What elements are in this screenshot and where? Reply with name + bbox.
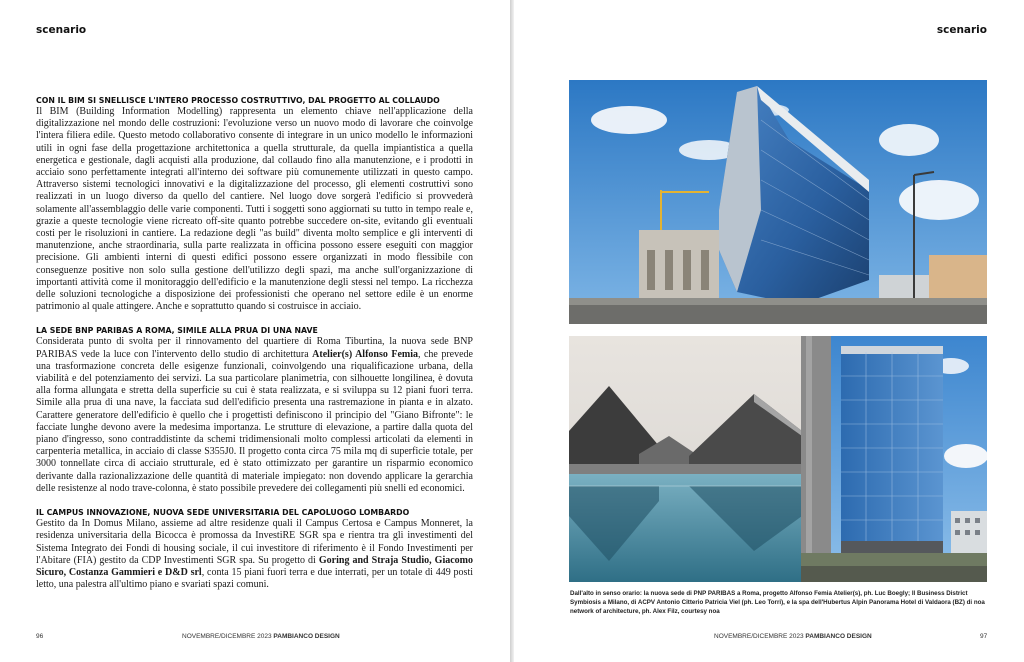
architect-name: Atelier(s) Alfonso Femia — [312, 348, 418, 360]
issue-date: NOVEMBRE/DICEMBRE 2023 — [714, 633, 804, 640]
folio-issue-right — [714, 633, 872, 640]
paragraph-text: Gestito da In Domus Milano, assieme ad altre residenze quali il Campus Certosa e Campus Monneret, la residenza universitaria della Bicocca è promossa da InvestiRE SGR spa e rientra tra gli investimenti del Sistema Integrato dei Fondi di housing sociale, il cui investitore di riferimento è il Fondo Investimenti per l'Abitare (FIA) gestito da CDP Investimenti SGR spa. Su progetto di — [36, 518, 473, 566]
page-number: 96 — [36, 633, 44, 640]
folio-left — [36, 633, 43, 640]
magazine-name: PAMBIANCO DESIGN — [805, 633, 872, 640]
section-heading-bnp: LA SEDE BNP PARIBAS A ROMA, SIMILE ALLA PRUA DI UNA NAVE — [36, 326, 318, 336]
paragraph-text: , che prevede una trasformazione concreta delle esigenze funzionali, coinvolgendo una riqualificazione urbana, della viabilità e del potenziamento dei servizi. La sua particolare planimetria, con silhouette longilinea, è dovuta alla forma allungata e stretta della superficie su cui è stata realizzata, e si sviluppa su 12 piani fuori terra. Simile alla prua di una nave, la facciata sud dell'edificio presenta una rastremazione in pianta e in alzato. Carattere generatore dell'edificio è quello che i progettisti definiscono il principio del "Giano Bifronte": le facciate lunghe devono avere la medesima importanza. Le strutture di elevazione, a partire dalla quota del piano d'ingresso, sono contraddistinte da schemi tridimensionali molto complessi articolati da elementi in carpenteria metallica, in acciaio di classe S355J0. Il progetto conta circa 75 mila mq di superficie totale, per 3000 tonnellate circa di acciaio strutturale, ed è stato ottimizzato per garantire un risparmio economico derivante dalla razionalizzazione delle quantità di materiale impiegato: non dovendo applicare la gerarchia delle resistenze al nodo trave-colonna, è stato possibile prevedere dei collegamenti più snelli ed economici. — [36, 348, 473, 494]
photo-symbiosis — [801, 336, 987, 582]
spa-pool-image — [569, 336, 802, 582]
section-tag: scenario — [36, 24, 87, 36]
magazine-name: PAMBIANCO DESIGN — [273, 633, 340, 640]
paragraph-text: , conta 15 piani fuori terra e due interrati, per un totale di 449 posti letto, una palestra all'ultimo piano e svariati spazi comuni. — [36, 566, 474, 591]
paragraph-bim: Il BIM (Building Information Modelling) rappresenta un elemento chiave nell'applicazione della digitalizzazione nel mondo delle costruzioni: l'evoluzione verso un nuovo modo di lavorare che coinvolge l'intera filiera edile. Questo metodo collaborativo consente di integrare in un unico modello le informazioni utili in ogni fase della progettazione architettonica a quella strutturale, da quella impiantistica a quella energetica e gestionale, dagli acquisti alla produzione, dal collaudo fino alla manutenzione, e i prodotti in acciaio sono perfettamente integrati all'interno dei software più comunemente utilizzati in questo campo. Attraverso sistemi tecnologici innovativi e la digitalizzazione del processo, gli elementi costruttivi sono realizzati in un luogo diverso da quello del cantiere. Nel luogo dove sorgerà l'edificio si provvederà solamente all'assemblaggio delle varie componenti. Tutti i soggetti sono aggiornati su tutto in tempo reale e, grazie a queste tecnologie viene ricreato off-site quanto potrebbe succedere on-site, evitando gli eventuali costi per le risoluzioni in cantiere. La redazione degli "as build" diventa molto semplice e gli interventi di manutenzione, anche straordinaria, sulla parte realizzata in officina possono essere eseguiti con maggior precisione. Gli ambienti interni di questi edifici possono essere organizzati in modo flessibile con conseguenze positive non solo sulla gestione dell'utilizzo degli spazi, ma anche sull'organizzazione di importanti attività come il monitoraggio dell'edificio e la manutenzione degli stessi nel tempo. La ricchezza delle soluzioni tecnologiche a disposizione dei professionisti che operano nel settore edile è un enorme patrimonio al quale attingere. Anche e soprattutto quando si costruisce in acciaio. — [36, 106, 473, 313]
section-heading-bim: CON IL BIM SI SNELLISCE L'INTERO PROCESSO COSTRUTTIVO, DAL PROGETTO AL COLLAUDO — [36, 96, 440, 105]
issue-date: NOVEMBRE/DICEMBRE 2023 — [182, 633, 272, 640]
left-page — [0, 0, 510, 662]
photo-caption: Dall'alto in senso orario: la nuova sede di PNP PARIBAS a Roma, progetto Alfonso Femia Atelier(s), ph. Luc Boegly; Il Business District Symbiosis a Milano, di ACPV Antonio Citterio Patricia Viel (ph. Leo Torri), e la spa dell'Hubertus Alpin Panorama Hotel di Valdaora (BZ) di noa network of architecture, ph. Alex Filz, courtesy noa — [570, 590, 985, 616]
folio-right — [980, 633, 987, 640]
section-tag: scenario — [936, 24, 987, 36]
section-heading-campus: IL CAMPUS INNOVAZIONE, NUOVA SEDE UNIVERSITARIA DEL CAPOLUOGO LOMBARDO — [36, 508, 410, 518]
article-body — [36, 95, 473, 603]
symbiosis-building-image — [801, 336, 987, 582]
page-number: 97 — [980, 633, 988, 640]
photo-bnp-paribas — [569, 80, 987, 324]
paragraph-text: Considerata punto di svolta per il rinnovamento del quartiere di Roma Tiburtina, la nuova sede BNP PARIBAS vede la luce con l'intervento dello studio di architettura — [36, 336, 473, 360]
folio-issue-left — [182, 633, 340, 640]
paragraph-campus — [36, 518, 473, 591]
photo-spa-pool — [569, 336, 802, 582]
architect-names: Goring and Straja Studio, Giacomo Sicuro, Costanza Gammieri e D&D srl — [36, 554, 473, 578]
right-page — [514, 0, 1024, 662]
bnp-paribas-building-image — [569, 80, 987, 324]
paragraph-bnp — [36, 336, 473, 495]
